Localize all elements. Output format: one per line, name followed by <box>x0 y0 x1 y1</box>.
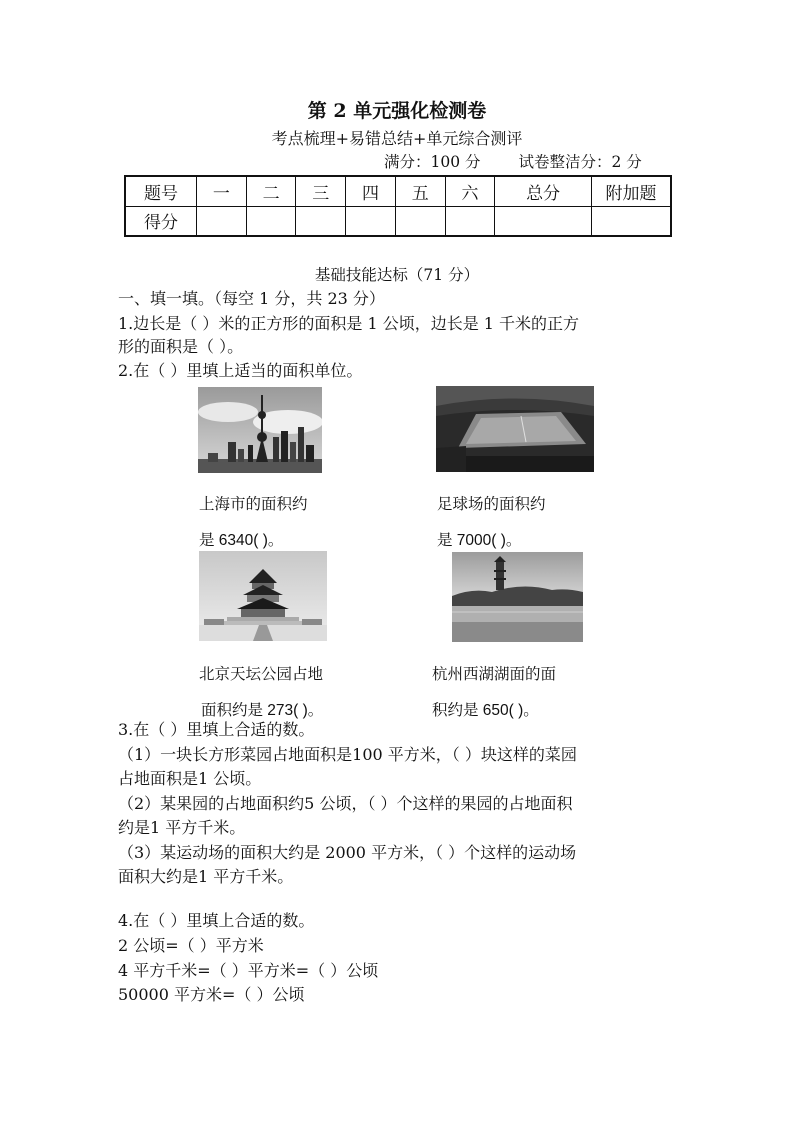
full-score: 满分：100 分 <box>384 153 481 171</box>
score-cell[interactable] <box>445 206 495 236</box>
q4-item-b: 4 平方千米=（ ）平方米=（ ）公顷 <box>118 961 379 980</box>
q3-3-line2: 面积大约是1 平方千米。 <box>118 867 294 886</box>
score-table <box>124 175 672 237</box>
q3-2-line1: （2）某果园的占地面积约5 公顷，（ ）个这样的果园的占地面积 <box>118 794 573 813</box>
q3-2-line2: 约是1 平方千米。 <box>118 818 246 837</box>
score-table-header-row <box>125 176 671 206</box>
score-cell[interactable] <box>592 206 672 236</box>
score-table-score-row <box>125 206 671 236</box>
score-col-4: 四 <box>346 176 396 206</box>
page-subtitle: 考点梳理+易错总结+单元综合测评 <box>271 129 523 148</box>
q2-caption-stadium-1: 足球场的面积约 <box>437 495 546 513</box>
score-cell[interactable] <box>197 206 247 236</box>
neat-score: 试卷整洁分：2 分 <box>518 153 642 171</box>
q1-line2: 形的面积是（ ）。 <box>118 337 244 356</box>
q2-caption-westlake-1: 杭州西湖湖面的面 <box>432 665 557 683</box>
q2-caption-shanghai-2: 是 6340( )。 <box>199 532 284 549</box>
score-col-extra: 附加题 <box>592 176 672 206</box>
score-col-total: 总分 <box>495 176 592 206</box>
q3-3-line1: （3）某运动场的面积大约是 2000 平方米，（ ）个这样的运动场 <box>118 843 577 862</box>
score-table-label-question: 题号 <box>125 176 197 206</box>
score-col-6: 六 <box>445 176 495 206</box>
score-cell[interactable] <box>346 206 396 236</box>
score-cell[interactable] <box>246 206 296 236</box>
part1-heading: 一、填一填。（每空 1 分，共 23 分） <box>118 289 385 308</box>
score-info <box>384 150 642 172</box>
football-stadium-photo <box>436 386 594 472</box>
q4-item-a: 2 公顷=（ ）平方米 <box>118 936 264 955</box>
score-col-1: 一 <box>197 176 247 206</box>
q3-1-line2: 占地面积是1 公顷。 <box>118 769 262 788</box>
page-title: 第 2 单元强化检测卷 <box>307 100 487 122</box>
q2-caption-shanghai-1: 上海市的面积约 <box>199 495 308 513</box>
score-col-5: 五 <box>395 176 445 206</box>
west-lake-photo <box>452 552 583 642</box>
q4-line: 4.在（ ）里填上合适的数。 <box>118 911 315 930</box>
score-table-label-score: 得分 <box>125 206 197 236</box>
temple-of-heaven-photo <box>199 551 327 641</box>
score-col-3: 三 <box>296 176 346 206</box>
score-cell[interactable] <box>395 206 445 236</box>
q2-caption-westlake-2: 积约是 650( )。 <box>432 702 539 719</box>
shanghai-skyline-photo <box>198 387 322 473</box>
q3-line: 3.在（ ）里填上合适的数。 <box>118 720 315 739</box>
q1-line1: 1.边长是（ ）米的正方形的面积是 1 公顷，边长是 1 千米的正方 <box>118 314 580 333</box>
q2-caption-temple-1: 北京天坛公园占地 <box>199 665 324 683</box>
q2-line: 2.在（ ）里填上适当的面积单位。 <box>118 361 363 380</box>
q2-caption-stadium-2: 是 7000( )。 <box>437 532 522 549</box>
score-cell[interactable] <box>495 206 592 236</box>
q3-1-line1: （1）一块长方形菜园占地面积是100 平方米，（ ）块这样的菜园 <box>118 745 577 764</box>
score-col-2: 二 <box>246 176 296 206</box>
q2-caption-temple-2: 面积约是 273( )。 <box>201 702 324 719</box>
q4-item-c: 50000 平方米=（ ）公顷 <box>118 985 305 1004</box>
section-title: 基础技能达标（71 分） <box>314 266 480 284</box>
score-cell[interactable] <box>296 206 346 236</box>
